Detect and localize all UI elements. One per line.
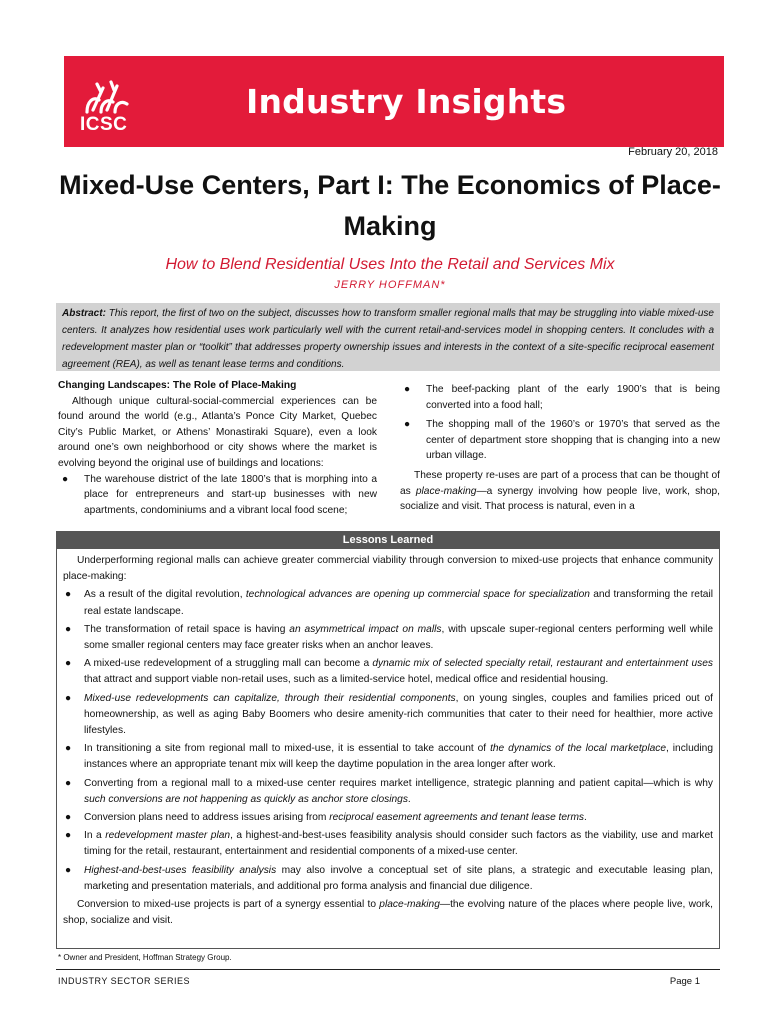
list-item	[58, 472, 377, 519]
page-title: Mixed-Use Centers, Part I: The Economics of Place-Making	[59, 170, 721, 241]
bullet-icon: ●	[404, 419, 411, 431]
closing-text: Conversion to mixed-use projects is part of a synergy essential to	[77, 899, 380, 911]
bullet-icon: ●	[62, 473, 69, 485]
bullet-text: Converting from a regional mall to a mixed-use center requires market intelligence, strategic planning and patient capital—which is why	[84, 777, 713, 789]
section-heading: Changing Landscapes: The Role of Place-Making	[58, 380, 297, 391]
footnote: * Owner and President, Hoffman Strategy Group.	[58, 953, 232, 962]
bullet-text: , a highest-and-best-uses feasibility analysis should consider such factors as the viability, use and market timing for the retail, restaurant, entertainment and residential components of a mixed-use center.	[84, 830, 713, 858]
bullet-icon: ●	[404, 384, 411, 395]
header-banner	[64, 56, 724, 147]
logo-text: ICSC	[80, 114, 128, 135]
bullet-icon: ●	[65, 589, 72, 601]
lessons-list-item	[63, 691, 713, 740]
lessons-list	[63, 587, 713, 895]
bullet-emphasis: reciprocal easement agreements and tenant lease terms	[329, 812, 585, 824]
bullet-icon: ●	[65, 623, 72, 635]
bullet-text: , with upscale super-regional centers performing well while some smaller regional centers may face greater risks when an anchor leaves.	[84, 623, 713, 652]
bullet-emphasis: such conversions are not happening as quickly as anchor store closings	[84, 793, 408, 805]
lessons-intro: Underperforming regional malls can achieve greater commercial viability through conversion to mixed-use projects that enhance community place-making:	[63, 555, 713, 583]
bullet-emphasis: Mixed-use redevelopments can capitalize, through their residential components	[84, 692, 456, 704]
bullet-emphasis: technological advances are opening up commercial space for specialization	[245, 589, 590, 601]
subtitle: How to Blend Residential Uses Into the Retail and Services Mix	[165, 256, 615, 273]
para-text: —a synergy involving how people live, work, shop, socialize and visit. That process is natural, even in a	[400, 485, 721, 513]
bullet-text: , including instances where an appropriate tenant mix will keep the daytime population in the area longer after work.	[84, 743, 713, 771]
footer-divider	[56, 969, 720, 970]
lessons-list-item	[63, 656, 713, 688]
banner-title: Industry Insights	[246, 82, 567, 121]
bullet-text: The transformation of retail space is having	[84, 623, 290, 635]
list-item-text: The beef-packing plant of the early 1900’s that is being converted into a food hall;	[426, 384, 720, 411]
bullet-text: In transitioning a site from regional mall to mixed-use, it is essential to take account of	[84, 743, 491, 755]
bullet-emphasis: dynamic mix of selected specialty retail, restaurant and entertainment uses	[372, 658, 713, 670]
bullet-text: , on young singles, couples and families priced out of homeownership, as well as aging Baby Boomers who desire amenity-rich communities that cater to their need for healthier, more active lifestyles.	[84, 692, 713, 737]
bullet-text: In a	[84, 830, 106, 842]
list-item	[400, 417, 720, 464]
lessons-heading: Lessons Learned	[57, 532, 719, 549]
bullet-icon: ●	[65, 864, 72, 876]
abstract-text: This report, the first of two on the subject, discusses how to transform smaller regional malls that may be struggling into viable mixed-use centers. It analyzes how residential uses work particularly well with the current retail-and-services model in shopping centers. It concludes with a redevelopment master plan or “toolkit” that addresses property ownership issues and interests in the context of a site-specific reciprocal easement agreement (REA), as well as tenant lease terms and conditions.	[62, 308, 714, 370]
list-item-text: The shopping mall of the 1960’s or 1970’s that served as the center of department store shopping that is changing into a new urban village.	[426, 419, 720, 462]
page-number: Page 1	[669, 976, 700, 987]
lessons-list-item	[63, 810, 713, 826]
footer-series: INDUSTRY SECTOR SERIES	[58, 976, 191, 986]
lessons-closing	[63, 897, 713, 929]
author: JERRY HOFFMAN*	[334, 279, 446, 291]
bullet-text: As a result of the digital revolution,	[84, 589, 246, 601]
lessons-list-item	[63, 828, 713, 860]
list-item	[400, 382, 720, 413]
bullet-text: may also involve a conceptual set of site plans, a strategic and executable leasing plan, marketing and presentation materials, and additional pro forma analysis and financial due diligence.	[84, 864, 713, 892]
lessons-list-item	[63, 587, 713, 619]
bullet-icon: ●	[65, 812, 72, 824]
left-column	[58, 378, 377, 518]
bullet-text: A mixed-use redevelopment of a struggling mall can become a	[84, 658, 373, 670]
bullet-icon: ●	[65, 743, 72, 755]
bullet-icon: ●	[65, 692, 72, 704]
lessons-list-item	[63, 863, 713, 895]
lessons-list-item	[63, 622, 713, 654]
bullet-emphasis: the dynamics of the local marketplace	[490, 743, 667, 755]
lessons-body	[57, 549, 719, 929]
bullet-emphasis: an asymmetrical impact on malls	[289, 623, 442, 635]
closing-italic: place-making	[379, 899, 440, 911]
bullet-text: .	[584, 812, 587, 824]
bullet-text: that attract and support viable non-retail uses, such as a limited-service hotel, medical office and residential housing.	[84, 674, 609, 686]
bullet-emphasis: redevelopment master plan	[105, 830, 231, 842]
abstract-label: Abstract:	[62, 308, 106, 319]
bullet-text: .	[407, 793, 411, 805]
closing-text: —the evolving nature of the places where people live, work, shop, socialize and visit.	[63, 899, 713, 927]
bullet-icon: ●	[65, 830, 72, 842]
para-text: These property re-uses are part of a process that can be thought of as	[400, 469, 720, 497]
abstract-box	[56, 303, 720, 371]
bullet-text: Conversion plans need to address issues arising from	[84, 812, 330, 824]
para-italic: place-making	[415, 485, 477, 497]
intro-paragraph: Although unique cultural-social-commercial experiences can be found around the world (e.g., Atlanta’s Ponce City Market, Quebec City’s Public Market, or Athens’ Monastiraki Square), even a look around one’s own neighborhood or city shows where the market is evolving beyond the original use of buildings and locations:	[58, 395, 377, 469]
bullet-text: and transforming the retail real estate landscape.	[84, 589, 713, 617]
report-date: February 20, 2018	[628, 146, 718, 158]
lessons-list-item	[63, 776, 713, 808]
right-column	[400, 382, 720, 515]
bullet-icon: ●	[65, 777, 72, 789]
body-paragraph	[400, 468, 720, 515]
list-item-text: The warehouse district of the late 1800’s that is morphing into a place for entrepreneurs and start-up businesses with new apartments, condominiums and a vibrant local food scene;	[84, 473, 377, 516]
bullet-emphasis: Highest-and-best-uses feasibility analysis	[84, 864, 277, 876]
lessons-list-item	[63, 741, 713, 773]
bullet-icon: ●	[65, 658, 72, 670]
lessons-learned-box	[56, 531, 720, 949]
